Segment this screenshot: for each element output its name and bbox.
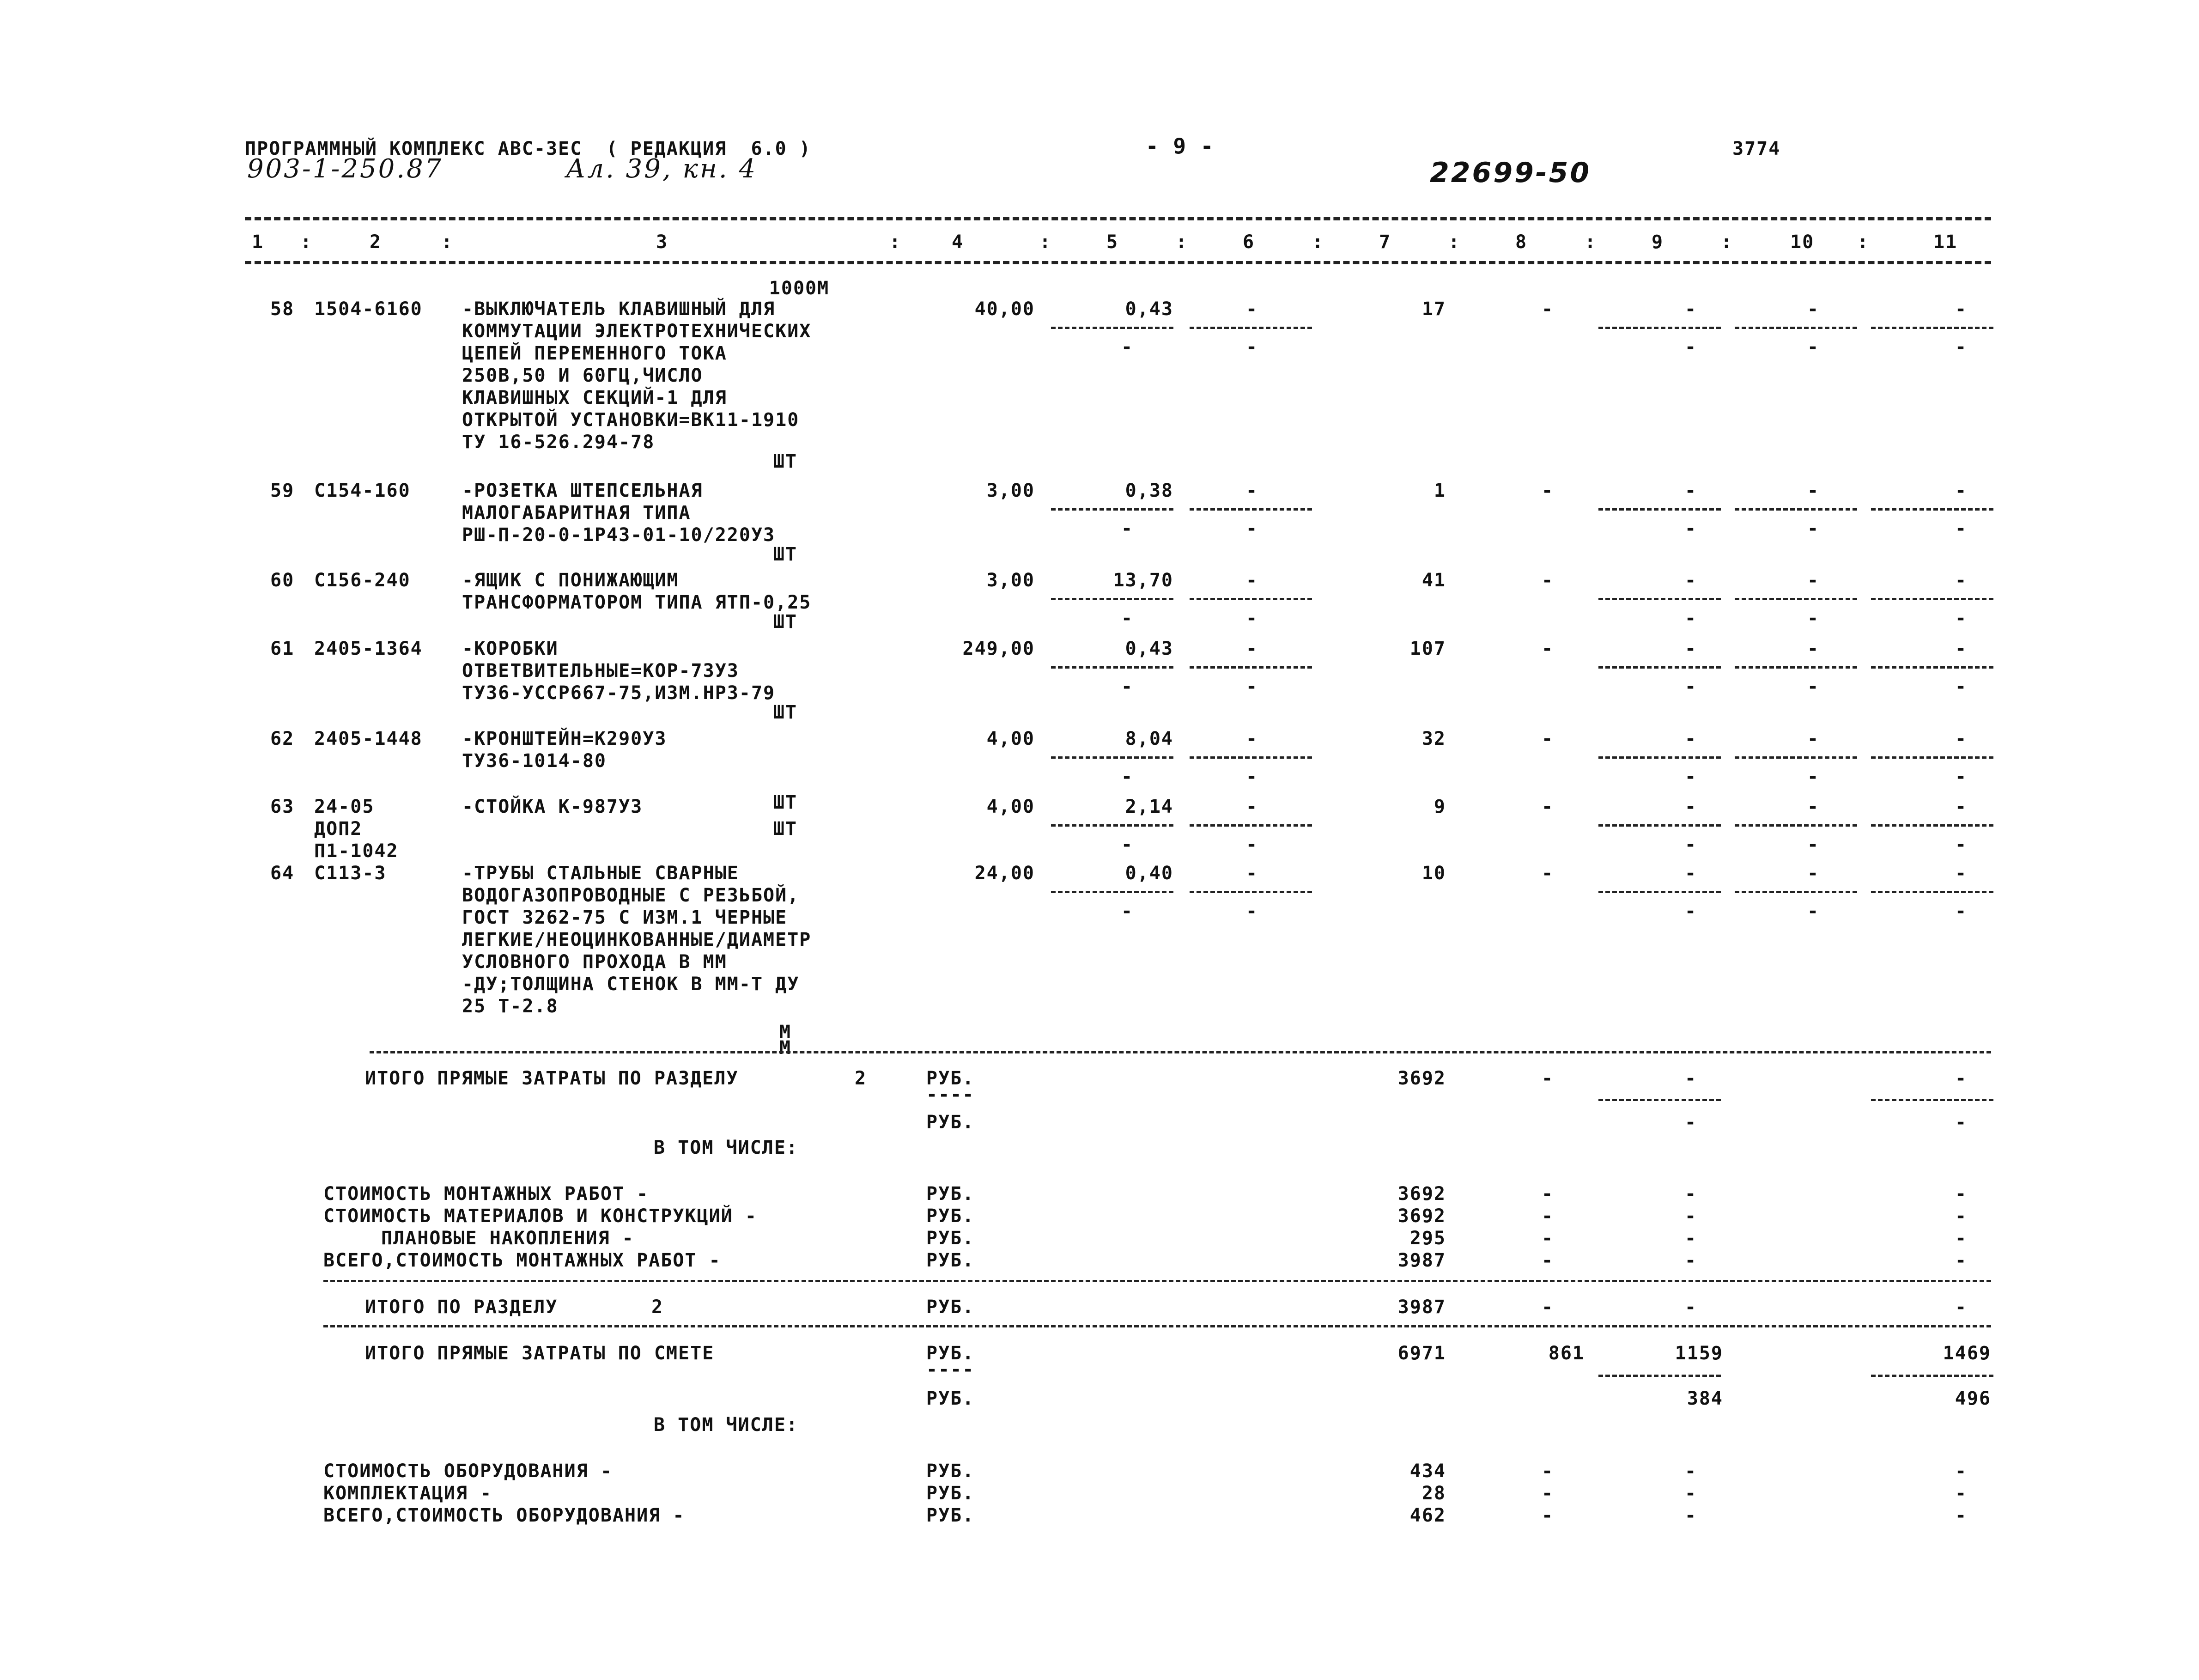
- row-col11: -: [1955, 570, 1968, 591]
- row-description-line: ОТВЕТВИТЕЛЬНЫЕ=КОР-73У3: [462, 660, 739, 682]
- row-unit: ШТ: [773, 702, 798, 723]
- row-col10: -: [1807, 298, 1820, 320]
- section-direct-sub-col9: -: [1684, 1112, 1697, 1133]
- row-subtotal-rule: [1598, 327, 1721, 329]
- row-subtotal-rule: [1871, 327, 1993, 329]
- row-col9: -: [1684, 796, 1697, 817]
- column-separator: :: [1176, 231, 1188, 253]
- row-sub-col10: -: [1807, 518, 1820, 539]
- row-subtotal-rule: [1598, 598, 1721, 600]
- row-code-extra: П1-1042: [314, 840, 399, 862]
- row-col9: -: [1684, 863, 1697, 884]
- row-subtotal-rule: [1735, 824, 1857, 827]
- section-line-col11: -: [1955, 1250, 1968, 1271]
- row-subtotal-rule: [1871, 508, 1993, 511]
- unit-label-top: 1000М: [769, 278, 830, 299]
- section-total-col8: -: [1541, 1297, 1554, 1318]
- row-sub-col11: -: [1955, 608, 1968, 629]
- row-col9: -: [1684, 298, 1697, 320]
- row-code: 2405-1448: [314, 728, 423, 749]
- row-unit-price: 13,70: [1113, 570, 1173, 591]
- row-col10: -: [1807, 570, 1820, 591]
- page-number: - 9 -: [1146, 134, 1215, 158]
- row-number: 58: [270, 298, 295, 320]
- row-description-line: ЛЕГКИЕ/НЕОЦИНКОВАННЫЕ/ДИАМЕТР: [462, 929, 812, 950]
- column-separator: :: [1857, 231, 1870, 253]
- section-line-col8: -: [1541, 1250, 1554, 1271]
- row-description-line: -ТРУБЫ СТАЛЬНЫЕ СВАРНЫЕ: [462, 863, 739, 884]
- row-sub-col5: -: [1121, 676, 1134, 697]
- section-total-rule-top: [323, 1280, 1991, 1282]
- section-line-rub: РУБ.: [926, 1205, 975, 1227]
- section-line-label: ПЛАНОВЫЕ НАКОПЛЕНИЯ -: [381, 1228, 634, 1249]
- section-direct-col11: -: [1955, 1068, 1968, 1089]
- section-line-rub: РУБ.: [926, 1228, 975, 1249]
- row-col11: -: [1955, 728, 1968, 749]
- row-col6: -: [1245, 638, 1258, 659]
- row-col9: -: [1684, 638, 1697, 659]
- section-direct-rub: РУБ.: [926, 1068, 975, 1089]
- row-quantity: 40,00: [974, 298, 1035, 320]
- section-total-col11: -: [1955, 1297, 1968, 1318]
- column-header-11: 11: [1933, 231, 1958, 253]
- column-header-6: 6: [1243, 231, 1255, 253]
- row-subtotal-rule: [1051, 666, 1173, 669]
- row-description-line: УСЛОВНОГО ПРОХОДА В ММ: [462, 951, 727, 973]
- estimate-line-label: КОМПЛЕКТАЦИЯ -: [323, 1483, 492, 1504]
- column-header-10: 10: [1790, 231, 1815, 253]
- row-code: 24-05: [314, 796, 375, 817]
- estimate-direct-rub-dashes: ----: [926, 1359, 975, 1380]
- row-col10: -: [1807, 480, 1820, 501]
- row-subtotal-rule: [1190, 891, 1312, 893]
- section-direct-rub-dashes: ----: [926, 1084, 975, 1105]
- column-separator: :: [1448, 231, 1461, 253]
- column-separator: :: [1312, 231, 1324, 253]
- section-total-label: ИТОГО ПО РАЗДЕЛУ: [365, 1297, 558, 1318]
- row-description-line: КЛАВИШНЫХ СЕКЦИЙ-1 ДЛЯ: [462, 387, 727, 408]
- row-description-line: КОММУТАЦИИ ЭЛЕКТРОТЕХНИЧЕСКИХ: [462, 321, 812, 342]
- section-line-col7: 295: [1409, 1228, 1446, 1249]
- estimate-direct-col8: 861: [1548, 1343, 1585, 1364]
- row-number: 59: [270, 480, 295, 501]
- row-unit: ШТ: [773, 611, 798, 633]
- row-subtotal-rule: [1051, 327, 1173, 329]
- estimate-line-col7: 28: [1421, 1483, 1446, 1504]
- row-sub-col6: -: [1245, 608, 1258, 629]
- row-sub-col10: -: [1807, 676, 1820, 697]
- row-subtotal-rule: [1190, 327, 1312, 329]
- section-direct-col8: -: [1541, 1068, 1554, 1089]
- section-line-rub: РУБ.: [926, 1183, 975, 1205]
- estimate-line-rub: РУБ.: [926, 1505, 975, 1526]
- column-separator: :: [441, 231, 454, 253]
- row-description-line: -ВЫКЛЮЧАТЕЛЬ КЛАВИШНЫЙ ДЛЯ: [462, 298, 776, 320]
- row-description-line: -КОРОБКИ: [462, 638, 559, 659]
- row-sub-col10: -: [1807, 901, 1820, 922]
- row-number: 64: [270, 863, 295, 884]
- row-quantity: 3,00: [986, 570, 1035, 591]
- row-code: С113-3: [314, 863, 387, 884]
- row-unit-price: 0,38: [1125, 480, 1173, 501]
- section-including-label: В ТОМ ЧИСЛЕ:: [654, 1137, 798, 1158]
- row-unit-price: 0,43: [1125, 638, 1173, 659]
- row-col7: 10: [1421, 863, 1446, 884]
- row-sub-col11: -: [1955, 676, 1968, 697]
- section-line-col11: -: [1955, 1183, 1968, 1205]
- row-description-line: ТУ 16-526.294-78: [462, 432, 655, 453]
- row-sub-col10: -: [1807, 766, 1820, 787]
- row-col11: -: [1955, 638, 1968, 659]
- section-total-col9: -: [1684, 1297, 1697, 1318]
- row-col11: -: [1955, 298, 1968, 320]
- row-subtotal-rule: [1871, 756, 1993, 759]
- estimate-line-col9: -: [1684, 1483, 1697, 1504]
- row-subtotal-rule: [1051, 756, 1173, 759]
- row-sub-col10: -: [1807, 336, 1820, 358]
- column-header-7: 7: [1379, 231, 1391, 253]
- row-sub-col10: -: [1807, 608, 1820, 629]
- row-description-line: МАЛОГАБАРИТНАЯ ТИПА: [462, 502, 691, 523]
- row-col7: 32: [1421, 728, 1446, 749]
- row-unit: ШТ: [773, 818, 798, 840]
- estimate-direct-subrule: [1871, 1375, 1993, 1377]
- row-sub-col6: -: [1245, 518, 1258, 539]
- row-sub-col9: -: [1684, 834, 1697, 855]
- section-total-rub: РУБ.: [926, 1297, 975, 1318]
- row-col7: 17: [1421, 298, 1446, 320]
- row-col8: -: [1541, 298, 1554, 320]
- column-separator: :: [1039, 231, 1052, 253]
- estimate-direct-rub: РУБ.: [926, 1343, 975, 1364]
- row-description-line: 25 Т-2.8: [462, 996, 559, 1017]
- row-subtotal-rule: [1871, 891, 1993, 893]
- row-number: 61: [270, 638, 295, 659]
- section-direct-rub-2: РУБ.: [926, 1112, 975, 1133]
- row-sub-col5: -: [1121, 336, 1134, 358]
- row-col10: -: [1807, 728, 1820, 749]
- row-number: 63: [270, 796, 295, 817]
- estimate-direct-rub-2: РУБ.: [926, 1388, 975, 1409]
- section-total-rule-bottom: [323, 1325, 1991, 1327]
- row-sub-col9: -: [1684, 901, 1697, 922]
- row-subtotal-rule: [1735, 891, 1857, 893]
- row-col6: -: [1245, 863, 1258, 884]
- estimate-line-col9: -: [1684, 1461, 1697, 1482]
- row-col9: -: [1684, 570, 1697, 591]
- column-separator: :: [300, 231, 313, 253]
- row-sub-col6: -: [1245, 676, 1258, 697]
- estimate-line-label: СТОИМОСТЬ ОБОРУДОВАНИЯ -: [323, 1461, 613, 1482]
- section-line-label: СТОИМОСТЬ МОНТАЖНЫХ РАБОТ -: [323, 1183, 649, 1205]
- row-description-line: ЦЕПЕЙ ПЕРЕМЕННОГО ТОКА: [462, 343, 727, 364]
- section-direct-subrule: [1871, 1099, 1993, 1101]
- row-col10: -: [1807, 863, 1820, 884]
- row-col7: 107: [1409, 638, 1446, 659]
- estimate-line-rub: РУБ.: [926, 1483, 975, 1504]
- estimate-direct-col9: 1159: [1675, 1343, 1723, 1364]
- column-header-3: 3: [656, 231, 668, 253]
- row-col10: -: [1807, 638, 1820, 659]
- row-unit-price: 0,40: [1125, 863, 1173, 884]
- row-subtotal-rule: [1190, 756, 1312, 759]
- row-col8: -: [1541, 570, 1554, 591]
- estimate-direct-label: ИТОГО ПРЯМЫЕ ЗАТРАТЫ ПО СМЕТЕ: [365, 1343, 715, 1364]
- row-unit: ШТ: [773, 451, 798, 472]
- estimate-direct-subrule: [1598, 1375, 1721, 1377]
- row-subtotal-rule: [1735, 508, 1857, 511]
- row-col8: -: [1541, 796, 1554, 817]
- row-subtotal-rule: [1871, 824, 1993, 827]
- row-unit-final: М: [779, 1022, 792, 1043]
- row-subtotal-rule: [1190, 666, 1312, 669]
- row-quantity: 24,00: [974, 863, 1035, 884]
- section-direct-col7: 3692: [1397, 1068, 1446, 1089]
- estimate-line-col7: 462: [1409, 1505, 1446, 1526]
- row-sub-col5: -: [1121, 834, 1134, 855]
- row-subtotal-rule: [1598, 756, 1721, 759]
- section-line-col9: -: [1684, 1205, 1697, 1227]
- row-subtotal-rule: [1735, 756, 1857, 759]
- section-direct-number: 2: [855, 1068, 867, 1089]
- row-description-line: -ЯЩИК С ПОНИЖАЮЩИМ: [462, 570, 679, 591]
- row-sub-col6: -: [1245, 336, 1258, 358]
- column-header-4: 4: [952, 231, 964, 253]
- row-sub-col5: -: [1121, 901, 1134, 922]
- section-line-label: ВСЕГО,СТОИМОСТЬ МОНТАЖНЫХ РАБОТ -: [323, 1250, 721, 1271]
- row-col11: -: [1955, 796, 1968, 817]
- row-sub-col6: -: [1245, 901, 1258, 922]
- row-quantity: 4,00: [986, 728, 1035, 749]
- row-subtotal-rule: [1051, 508, 1173, 511]
- header-rule-bottom: [245, 261, 1991, 264]
- row-description-line: -СТОЙКА К-987У3: [462, 796, 643, 817]
- row-col8: -: [1541, 728, 1554, 749]
- row-subtotal-rule: [1190, 824, 1312, 827]
- row-description-line: ТУ36-УССР667-75,ИЗМ.НР3-79: [462, 682, 776, 704]
- row-description-line: ТРАНСФОРМАТОРОМ ТИПА ЯТП-0,25: [462, 592, 812, 613]
- row-col8: -: [1541, 638, 1554, 659]
- row-description-line: РШ-П-20-0-1Р43-01-10/220У3: [462, 524, 776, 546]
- row-number: 62: [270, 728, 295, 749]
- row-sub-col9: -: [1684, 336, 1697, 358]
- section-line-col9: -: [1684, 1228, 1697, 1249]
- row-unit-price: 2,14: [1125, 796, 1173, 817]
- row-subtotal-rule: [1735, 666, 1857, 669]
- estimate-direct-sub-col9: 384: [1687, 1388, 1723, 1409]
- section-line-col7: 3692: [1397, 1183, 1446, 1205]
- row-col11: -: [1955, 863, 1968, 884]
- row-sub-col5: -: [1121, 766, 1134, 787]
- estimate-direct-col11: 1469: [1943, 1343, 1991, 1364]
- row-col9: -: [1684, 728, 1697, 749]
- estimate-line-col8: -: [1541, 1483, 1554, 1504]
- row-quantity: 249,00: [962, 638, 1035, 659]
- row-description-line: -КРОНШТЕЙН=К290У3: [462, 728, 667, 749]
- row-unit: ШТ: [773, 792, 798, 813]
- estimate-line-col11: -: [1955, 1483, 1968, 1504]
- section-total-col7: 3987: [1397, 1297, 1446, 1318]
- stamp-number: 22699-50: [1430, 157, 1592, 189]
- section-direct-sub-col11: -: [1955, 1112, 1968, 1133]
- row-subtotal-rule: [1598, 824, 1721, 827]
- document-number: 3774: [1732, 138, 1781, 159]
- row-description-line: ГОСТ 3262-75 С ИЗМ.1 ЧЕРНЫЕ: [462, 907, 788, 928]
- section-rule-top: [370, 1051, 1991, 1053]
- column-separator: :: [889, 231, 902, 253]
- estimate-line-rub: РУБ.: [926, 1461, 975, 1482]
- row-sub-col10: -: [1807, 834, 1820, 855]
- estimate-direct-sub-col11: 496: [1955, 1388, 1991, 1409]
- estimate-direct-col7: 6971: [1397, 1343, 1446, 1364]
- row-sub-col11: -: [1955, 518, 1968, 539]
- row-quantity: 3,00: [986, 480, 1035, 501]
- section-line-col8: -: [1541, 1205, 1554, 1227]
- column-header-1: 1: [252, 231, 264, 253]
- section-line-col11: -: [1955, 1228, 1968, 1249]
- row-sub-col11: -: [1955, 336, 1968, 358]
- estimate-line-label: ВСЕГО,СТОИМОСТЬ ОБОРУДОВАНИЯ -: [323, 1505, 685, 1526]
- row-col6: -: [1245, 728, 1258, 749]
- row-sub-col9: -: [1684, 608, 1697, 629]
- row-sub-col11: -: [1955, 766, 1968, 787]
- row-sub-col9: -: [1684, 766, 1697, 787]
- row-subtotal-rule: [1190, 598, 1312, 600]
- row-subtotal-rule: [1871, 666, 1993, 669]
- row-description-line: -РОЗЕТКА ШТЕПСЕЛЬНАЯ: [462, 480, 703, 501]
- handwritten-sheet-ref: Ал. 39, кн. 4: [566, 154, 758, 184]
- row-subtotal-rule: [1598, 666, 1721, 669]
- section-line-col8: -: [1541, 1228, 1554, 1249]
- handwritten-project-ref: 903-1-250.87: [247, 154, 443, 184]
- row-col6: -: [1245, 298, 1258, 320]
- program-title: ПРОГРАММНЫЙ КОМПЛЕКС АВС-3ЕС ( РЕДАКЦИЯ 6.0 ): [245, 138, 811, 159]
- row-unit: ШТ: [773, 544, 798, 565]
- section-direct-col9: -: [1684, 1068, 1697, 1089]
- row-subtotal-rule: [1598, 508, 1721, 511]
- section-total-number: 2: [651, 1297, 664, 1318]
- row-unit-price: 0,43: [1125, 298, 1173, 320]
- column-separator: :: [1585, 231, 1597, 253]
- row-col8: -: [1541, 480, 1554, 501]
- estimate-line-col7: 434: [1409, 1461, 1446, 1482]
- estimate-line-col8: -: [1541, 1461, 1554, 1482]
- row-subtotal-rule: [1871, 598, 1993, 600]
- row-col9: -: [1684, 480, 1697, 501]
- row-sub-col11: -: [1955, 834, 1968, 855]
- estimate-including-label: В ТОМ ЧИСЛЕ:: [654, 1414, 798, 1436]
- row-subtotal-rule: [1735, 327, 1857, 329]
- row-sub-col5: -: [1121, 608, 1134, 629]
- row-description-line: -ДУ;ТОЛЩИНА СТЕНОК В ММ-Т ДУ: [462, 974, 800, 995]
- estimate-line-col11: -: [1955, 1461, 1968, 1482]
- section-line-col11: -: [1955, 1205, 1968, 1227]
- row-col7: 1: [1434, 480, 1446, 501]
- row-description-line: ВОДОГАЗОПРОВОДНЫЕ С РЕЗЬБОЙ,: [462, 885, 800, 906]
- row-quantity: 4,00: [986, 796, 1035, 817]
- estimate-line-col9: -: [1684, 1505, 1697, 1526]
- row-code: С156-240: [314, 570, 411, 591]
- row-description-line: ОТКРЫТОЙ УСТАНОВКИ=ВК11-1910: [462, 409, 800, 431]
- row-sub-col6: -: [1245, 766, 1258, 787]
- row-subtotal-rule: [1051, 598, 1173, 600]
- row-col6: -: [1245, 480, 1258, 501]
- row-description-line: 250В,50 И 60ГЦ,ЧИСЛО: [462, 365, 703, 386]
- row-code-extra: ДОП2: [314, 818, 363, 840]
- column-separator: :: [1721, 231, 1733, 253]
- section-direct-label: ИТОГО ПРЯМЫЕ ЗАТРАТЫ ПО РАЗДЕЛУ: [365, 1068, 739, 1089]
- row-unit-price: 8,04: [1125, 728, 1173, 749]
- row-code: 2405-1364: [314, 638, 423, 659]
- row-code: С154-160: [314, 480, 411, 501]
- estimate-line-col8: -: [1541, 1505, 1554, 1526]
- column-header-9: 9: [1652, 231, 1664, 253]
- row-subtotal-rule: [1051, 824, 1173, 827]
- row-subtotal-rule: [1190, 508, 1312, 511]
- row-col7: 41: [1421, 570, 1446, 591]
- row-description-line: ТУ36-1014-80: [462, 750, 607, 772]
- section-line-col7: 3987: [1397, 1250, 1446, 1271]
- row-sub-col5: -: [1121, 518, 1134, 539]
- row-col11: -: [1955, 480, 1968, 501]
- section-line-col9: -: [1684, 1250, 1697, 1271]
- header-rule-top: [245, 217, 1991, 220]
- row-sub-col9: -: [1684, 518, 1697, 539]
- column-header-8: 8: [1515, 231, 1528, 253]
- row-subtotal-rule: [1598, 891, 1721, 893]
- row-col6: -: [1245, 570, 1258, 591]
- section-line-col7: 3692: [1397, 1205, 1446, 1227]
- row-col6: -: [1245, 796, 1258, 817]
- row-sub-col6: -: [1245, 834, 1258, 855]
- row-sub-col9: -: [1684, 676, 1697, 697]
- row-col10: -: [1807, 796, 1820, 817]
- row-subtotal-rule: [1735, 598, 1857, 600]
- row-col8: -: [1541, 863, 1554, 884]
- section-line-col8: -: [1541, 1183, 1554, 1205]
- row-number: 60: [270, 570, 295, 591]
- row-unit: М: [779, 1037, 792, 1059]
- row-sub-col11: -: [1955, 901, 1968, 922]
- section-line-rub: РУБ.: [926, 1250, 975, 1271]
- section-line-col9: -: [1684, 1183, 1697, 1205]
- estimate-line-col11: -: [1955, 1505, 1968, 1526]
- row-subtotal-rule: [1051, 891, 1173, 893]
- row-col7: 9: [1434, 796, 1446, 817]
- section-direct-subrule: [1598, 1099, 1721, 1101]
- column-header-2: 2: [370, 231, 382, 253]
- column-header-5: 5: [1106, 231, 1119, 253]
- row-code: 1504-6160: [314, 298, 423, 320]
- section-line-label: СТОИМОСТЬ МАТЕРИАЛОВ И КОНСТРУКЦИЙ -: [323, 1205, 757, 1227]
